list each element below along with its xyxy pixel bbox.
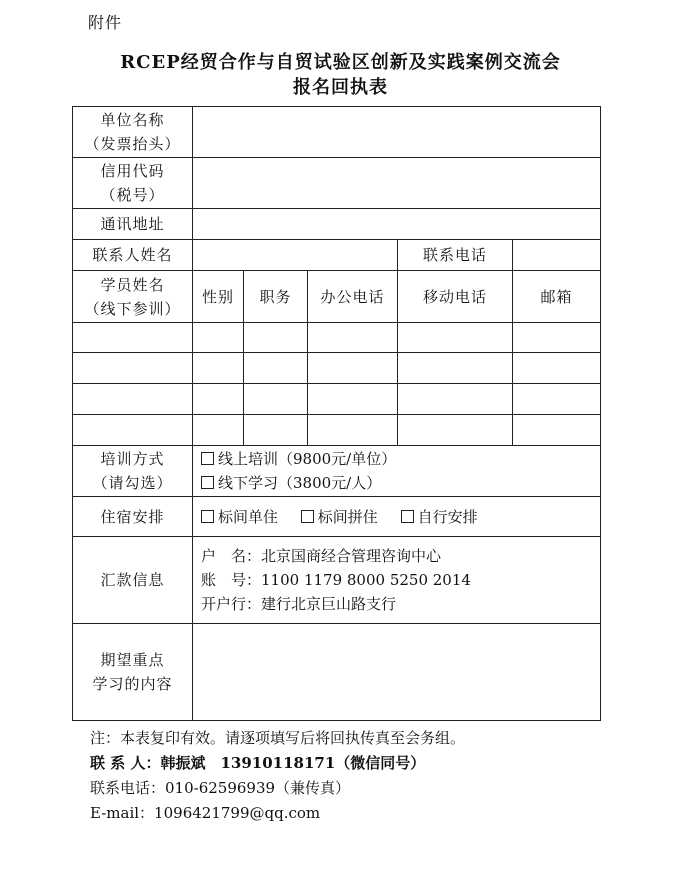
account-name: 户 名：北京国商经合管理咨询中心 bbox=[201, 547, 442, 565]
table-row bbox=[73, 415, 601, 446]
self-arrange-option[interactable] bbox=[401, 508, 478, 526]
training-mode-sub: （请勾选） bbox=[92, 474, 173, 492]
table-cell[interactable] bbox=[244, 323, 308, 353]
table-cell[interactable] bbox=[193, 384, 244, 415]
credit-code-label bbox=[73, 158, 193, 209]
shared-room-label: 标间拼住 bbox=[317, 507, 378, 526]
expected-content-label bbox=[73, 624, 193, 721]
bank-branch: 开户行：建行北京巨山路支行 bbox=[201, 595, 397, 613]
checkbox-icon[interactable] bbox=[401, 510, 414, 523]
credit-code-field[interactable] bbox=[193, 158, 601, 209]
contact-name-label: 联系人姓名 bbox=[73, 240, 193, 271]
student-name-sub: （线下参训） bbox=[84, 299, 181, 318]
table-cell[interactable] bbox=[73, 353, 193, 384]
form-title: RCEP经贸合作与自贸试验区创新及实践案例交流会 bbox=[120, 52, 561, 73]
contact-name-field[interactable] bbox=[193, 240, 398, 271]
table-cell[interactable] bbox=[308, 384, 398, 415]
online-training-label: 线上培训（9800元/单位） bbox=[218, 450, 397, 468]
offline-training-option[interactable] bbox=[201, 471, 600, 495]
table-cell[interactable] bbox=[308, 353, 398, 384]
registration-form-table bbox=[72, 106, 601, 721]
note-text: 注：本表复印有效。请逐项填写后将回执传真至会务组。 bbox=[90, 729, 466, 747]
column-header-office-phone: 办公电话 bbox=[308, 271, 398, 323]
checkbox-icon[interactable] bbox=[201, 476, 214, 489]
offline-training-label: 线下学习（3800元/人） bbox=[218, 474, 382, 492]
credit-code-sub: （税号） bbox=[100, 186, 165, 204]
column-header-position: 职务 bbox=[244, 271, 308, 323]
expected-content-text-2: 学习的内容 bbox=[92, 675, 173, 693]
online-training-option[interactable] bbox=[201, 447, 600, 471]
checkbox-icon[interactable] bbox=[301, 510, 314, 523]
contact-phone-field[interactable] bbox=[513, 240, 601, 271]
address-label: 通讯地址 bbox=[73, 209, 193, 240]
table-cell[interactable] bbox=[308, 323, 398, 353]
accommodation-label: 住宿安排 bbox=[73, 497, 193, 537]
shared-room-option[interactable] bbox=[301, 508, 378, 526]
column-header-email: 邮箱 bbox=[513, 271, 601, 323]
table-cell[interactable] bbox=[73, 323, 193, 353]
table-cell[interactable] bbox=[398, 353, 513, 384]
notes-section bbox=[90, 726, 465, 826]
unit-name-sub: （发票抬头） bbox=[84, 135, 181, 153]
credit-code-text: 信用代码 bbox=[100, 162, 165, 180]
student-name-label bbox=[73, 271, 193, 323]
column-header-gender: 性别 bbox=[193, 271, 244, 323]
expected-content-text-1: 期望重点 bbox=[100, 651, 165, 669]
account-number: 账 号：1100 1179 8000 5250 2014 bbox=[201, 571, 471, 589]
student-name-text: 学员姓名 bbox=[100, 275, 165, 294]
checkbox-icon[interactable] bbox=[201, 452, 214, 465]
table-cell[interactable] bbox=[513, 384, 601, 415]
contact-email: E-mail：1096421799@qq.com bbox=[90, 804, 321, 822]
table-row bbox=[73, 323, 601, 353]
table-cell[interactable] bbox=[244, 384, 308, 415]
self-arrange-label: 自行安排 bbox=[417, 507, 478, 526]
accommodation-options bbox=[193, 497, 601, 537]
table-cell[interactable] bbox=[308, 415, 398, 446]
remit-info bbox=[193, 537, 601, 624]
expected-content-field[interactable] bbox=[193, 624, 601, 721]
table-cell[interactable] bbox=[244, 415, 308, 446]
table-cell[interactable] bbox=[244, 353, 308, 384]
table-cell[interactable] bbox=[193, 415, 244, 446]
table-cell[interactable] bbox=[398, 323, 513, 353]
table-row bbox=[73, 353, 601, 384]
table-cell[interactable] bbox=[193, 323, 244, 353]
contact-person: 联 系 人：韩振斌 13910118171（微信同号） bbox=[90, 754, 426, 772]
column-header-mobile: 移动电话 bbox=[398, 271, 513, 323]
contact-phone-label: 联系电话 bbox=[398, 240, 513, 271]
table-cell[interactable] bbox=[193, 353, 244, 384]
table-cell[interactable] bbox=[73, 384, 193, 415]
unit-name-label bbox=[73, 107, 193, 158]
single-room-option[interactable] bbox=[201, 508, 278, 526]
table-cell[interactable] bbox=[398, 415, 513, 446]
checkbox-icon[interactable] bbox=[201, 510, 214, 523]
address-field[interactable] bbox=[193, 209, 601, 240]
remit-info-label: 汇款信息 bbox=[73, 537, 193, 624]
table-cell[interactable] bbox=[513, 353, 601, 384]
single-room-label: 标间单住 bbox=[218, 507, 279, 526]
table-cell[interactable] bbox=[73, 415, 193, 446]
form-subtitle: 报名回执表 bbox=[293, 77, 388, 98]
training-mode-label bbox=[73, 446, 193, 497]
table-cell[interactable] bbox=[513, 323, 601, 353]
table-cell[interactable] bbox=[398, 384, 513, 415]
table-row bbox=[73, 384, 601, 415]
attachment-label: 附件 bbox=[88, 13, 123, 32]
table-cell[interactable] bbox=[513, 415, 601, 446]
training-mode-options bbox=[193, 446, 601, 497]
contact-phone: 联系电话：010-62596939（兼传真） bbox=[90, 779, 351, 797]
unit-name-field[interactable] bbox=[193, 107, 601, 158]
training-mode-text: 培训方式 bbox=[100, 450, 165, 468]
unit-name-text: 单位名称 bbox=[100, 111, 165, 129]
